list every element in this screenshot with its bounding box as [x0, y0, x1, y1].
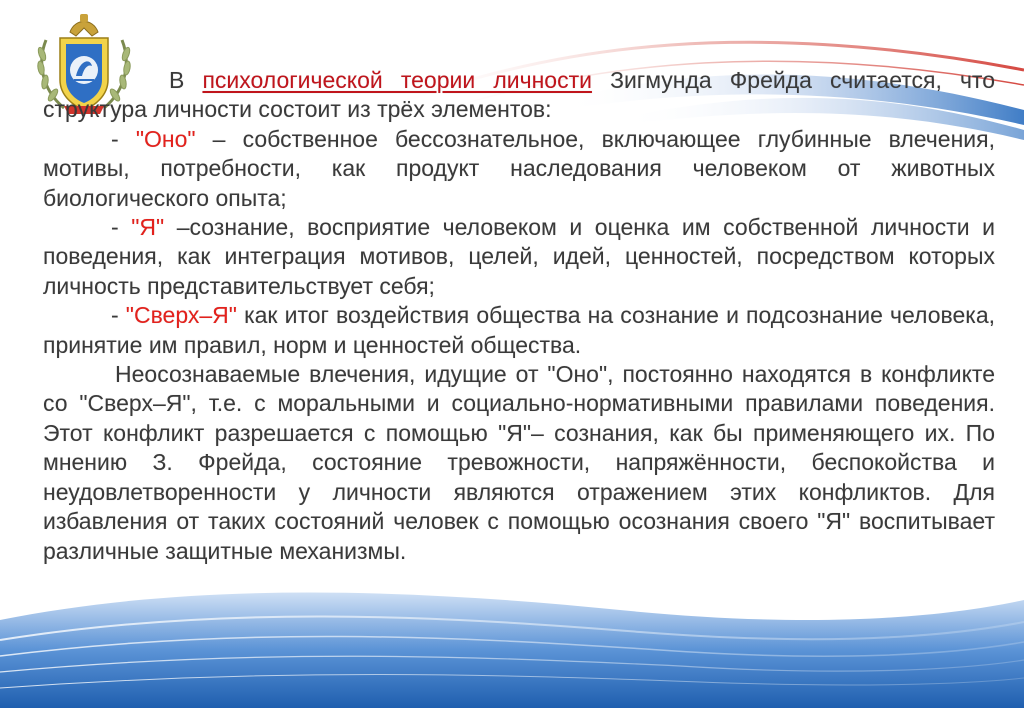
item-term-id: "Оно" — [135, 125, 196, 152]
intro-highlight: психологической теории личности — [202, 67, 592, 93]
slide-body-text — [43, 66, 995, 566]
item-text: –сознание, восприятие человеком и оценка им собственной личности и поведения, как интеграция мотивов, целей, идей, ценностей, посредством которых личность представительствует себя; — [43, 214, 995, 299]
intro-paragraph — [43, 66, 995, 125]
item-prefix: - — [111, 302, 126, 329]
item-id-paragraph — [43, 125, 995, 213]
item-term-ego: "Я" — [131, 214, 165, 241]
intro-suffix: Зигмунда Фрейда считается, что структура личности состоит из трёх элементов: — [43, 67, 996, 123]
item-superego-paragraph — [43, 301, 995, 360]
item-prefix: - — [111, 125, 136, 152]
item-prefix: - — [111, 214, 132, 241]
item-ego-paragraph — [43, 213, 995, 301]
item-term-superego: "Сверх–Я" — [125, 302, 237, 329]
bottom-wave-decoration — [0, 560, 1024, 708]
item-text: как итог воздействия общества на сознание и подсознание человека, принятие им правил, норм и ценностей общества. — [43, 302, 995, 358]
intro-prefix: В — [169, 67, 203, 93]
item-text: – собственное бессознательное, включающее глубинные влечения, мотивы, потребности, как продукт наследования человеком от животных биологического опыта; — [43, 125, 995, 211]
conclusion-paragraph: Неосознаваемые влечения, идущие от "Оно", постоянно находятся в конфликте со "Сверх–Я", т.е. с моральными и социально-нормативными правилами поведения. Этот конфликт разрешается с помощью "Я"– сознания, как бы применяющего их. По мнению З. Фрейда, состояние тревожности, напряжённости, беспокойства и неудовлетворенности у личности являются отражением этих конфликтов. Для избавления от таких состояний человек с помощью осознания своего "Я" воспитывает различные защитные механизмы. — [43, 361, 995, 564]
